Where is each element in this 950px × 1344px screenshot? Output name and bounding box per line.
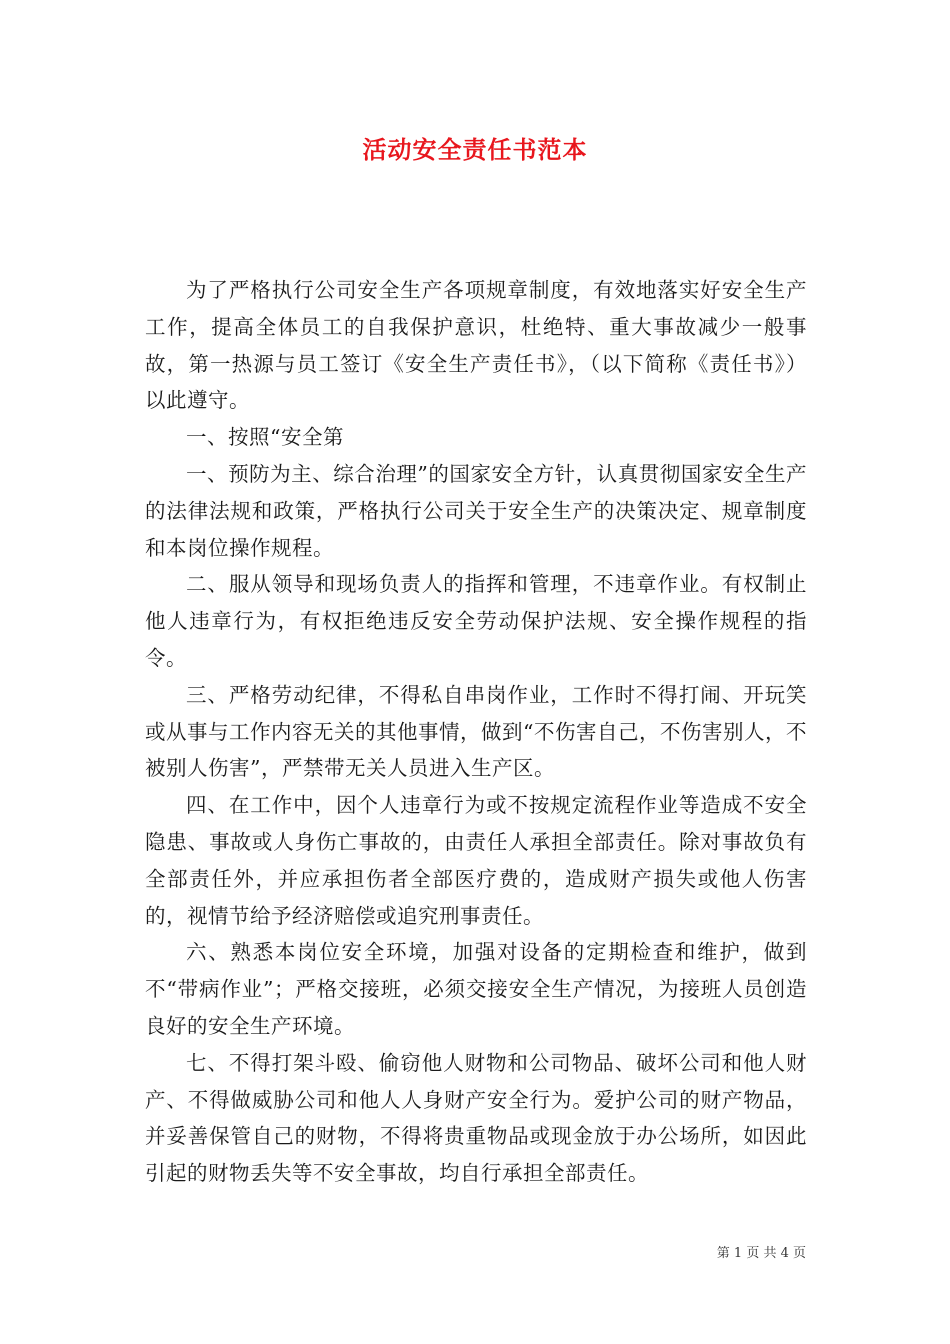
clause-1-paragraph: 一、预防为主、综合治理”的国家安全方针，认真贯彻国家安全生产的法律法规和政策，严格执行公司关于安全生产的决策决定、规章制度和本岗位操作规程。: [145, 461, 807, 560]
clause-6-paragraph: 六、熟悉本岗位安全环境，加强对设备的定期检查和维护，做到不“带病作业”；严格交接班，必须交接安全生产情况，为接班人员创造良好的安全生产环境。: [145, 940, 807, 1038]
page-number: 第 1 页 共 4 页: [716, 1246, 806, 1261]
document-title: 活动安全责任书范本: [362, 135, 588, 164]
clause-2-paragraph: 二、服从领导和现场负责人的指挥和管理，不违章作业。有权制止他人违章行为，有权拒绝违反安全劳动保护法规、安全操作规程的指令。: [145, 572, 807, 670]
intro-paragraph: 为了严格执行公司安全生产各项规章制度，有效地落实好安全生产工作，提高全体员工的自我保护意识，杜绝特、重大事故减少一般事故，第一热源与员工签订《安全生产责任书》，（以下简称《责任书》）以此遵守。: [145, 278, 807, 413]
clause-1-heading: 一、按照“安全第: [186, 425, 344, 450]
clause-4-paragraph: 四、在工作中，因个人违章行为或不按规定流程作业等造成不安全隐患、事故或人身伤亡事故的，由责任人承担全部责任。除对事故负有全部责任外，并应承担伤者全部医疗费的，造成财产损失或他人伤害的，视情节给予经济赔偿或追究刑事责任。: [145, 793, 807, 928]
document-body: [145, 272, 807, 1192]
clause-3-paragraph: 三、严格劳动纪律，不得私自串岗作业，工作时不得打闹、开玩笑或从事与工作内容无关的其他事情，做到“不伤害自己，不伤害别人，不被别人伤害”，严禁带无关人员进入生产区。: [145, 682, 807, 781]
clause-7-paragraph: 七、不得打架斗殴、偷窃他人财物和公司物品、破坏公司和他人财产、不得做威胁公司和他人人身财产安全行为。爱护公司的财产物品，并妥善保管自己的财物，不得将贵重物品或现金放于办公场所，如因此引起的财物丢失等不安全事故，均自行承担全部责任。: [145, 1050, 807, 1186]
